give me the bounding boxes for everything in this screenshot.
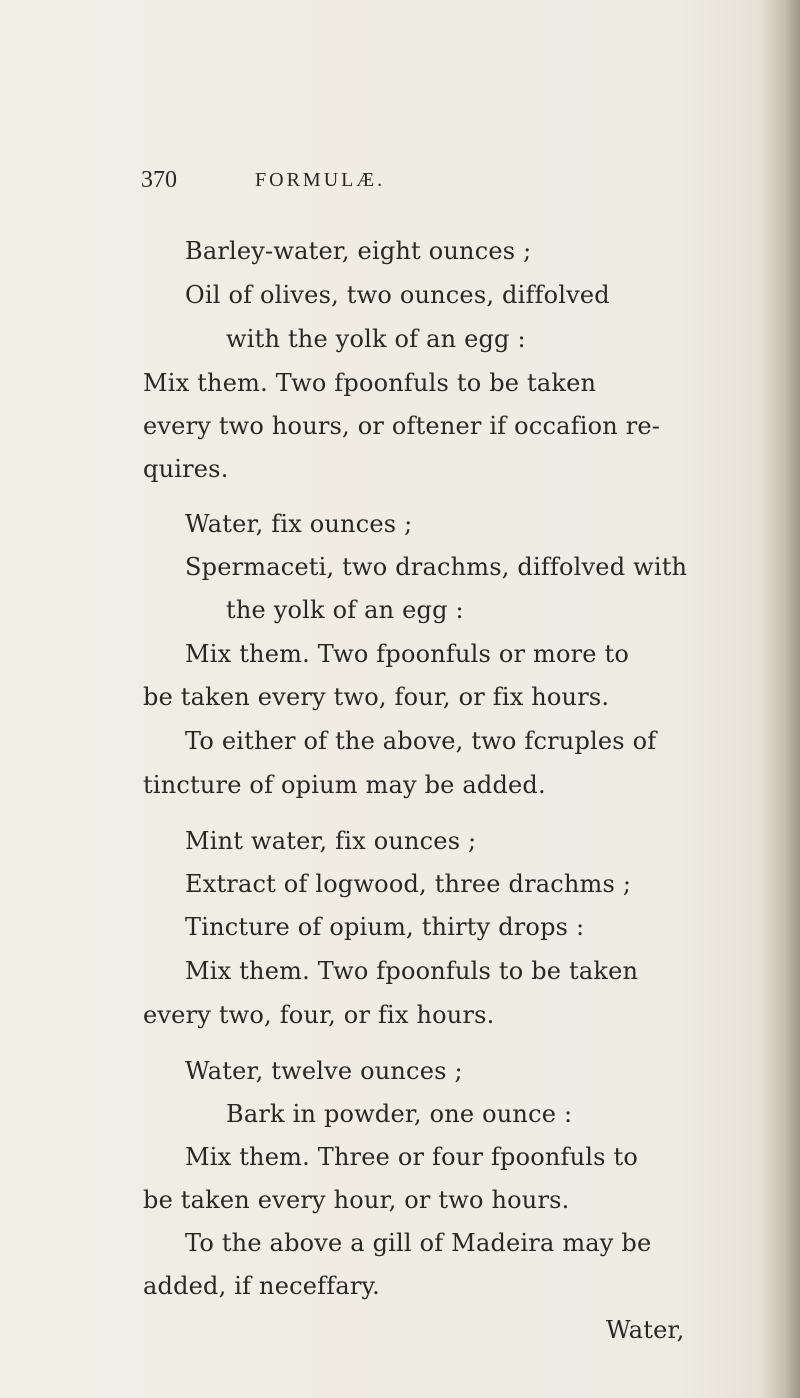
text-line: Spermaceti, two drachms, diffolved with xyxy=(185,553,688,581)
text-line: added, if neceffary. xyxy=(143,1272,380,1300)
text-line: Mix them. Two fpoonfuls or more to xyxy=(185,640,630,668)
text-line: Oil of olives, two ounces, diffolved xyxy=(185,281,610,309)
page-number: 370 xyxy=(141,167,177,193)
text-line: To either of the above, two fcruples of xyxy=(185,727,657,755)
text-line: Water, twelve ounces ; xyxy=(185,1057,463,1085)
text-line: Tincture of opium, thirty drops : xyxy=(185,913,585,941)
text-line: every two, four, or fix hours. xyxy=(143,1001,495,1029)
text-line: every two hours, or oftener if occafion re- xyxy=(143,412,661,440)
text-line: Mint water, fix ounces ; xyxy=(185,827,477,855)
text-line: be taken every hour, or two hours. xyxy=(143,1186,570,1214)
page-edge-shadow xyxy=(760,0,800,1398)
text-line: the yolk of an egg : xyxy=(226,596,464,624)
catchword: Water, xyxy=(606,1316,685,1344)
text-line: Mix them. Three or four fpoonfuls to xyxy=(185,1143,639,1171)
text-line: To the above a gill of Madeira may be xyxy=(185,1229,652,1257)
text-line: Mix them. Two fpoonfuls to be taken xyxy=(143,369,597,397)
text-line: Water, fix ounces ; xyxy=(185,510,413,538)
text-line: Barley-water, eight ounces ; xyxy=(185,237,532,265)
text-line: quires. xyxy=(143,455,229,483)
text-line: Bark in powder, one ounce : xyxy=(226,1100,573,1128)
text-line: with the yolk of an egg : xyxy=(226,325,526,353)
text-line: tincture of opium may be added. xyxy=(143,771,546,799)
text-line: be taken every two, four, or fix hours. xyxy=(143,683,610,711)
running-head: FORMULÆ. xyxy=(255,169,386,191)
text-line: Extract of logwood, three drachms ; xyxy=(185,870,632,898)
text-line: Mix them. Two fpoonfuls to be taken xyxy=(185,957,639,985)
